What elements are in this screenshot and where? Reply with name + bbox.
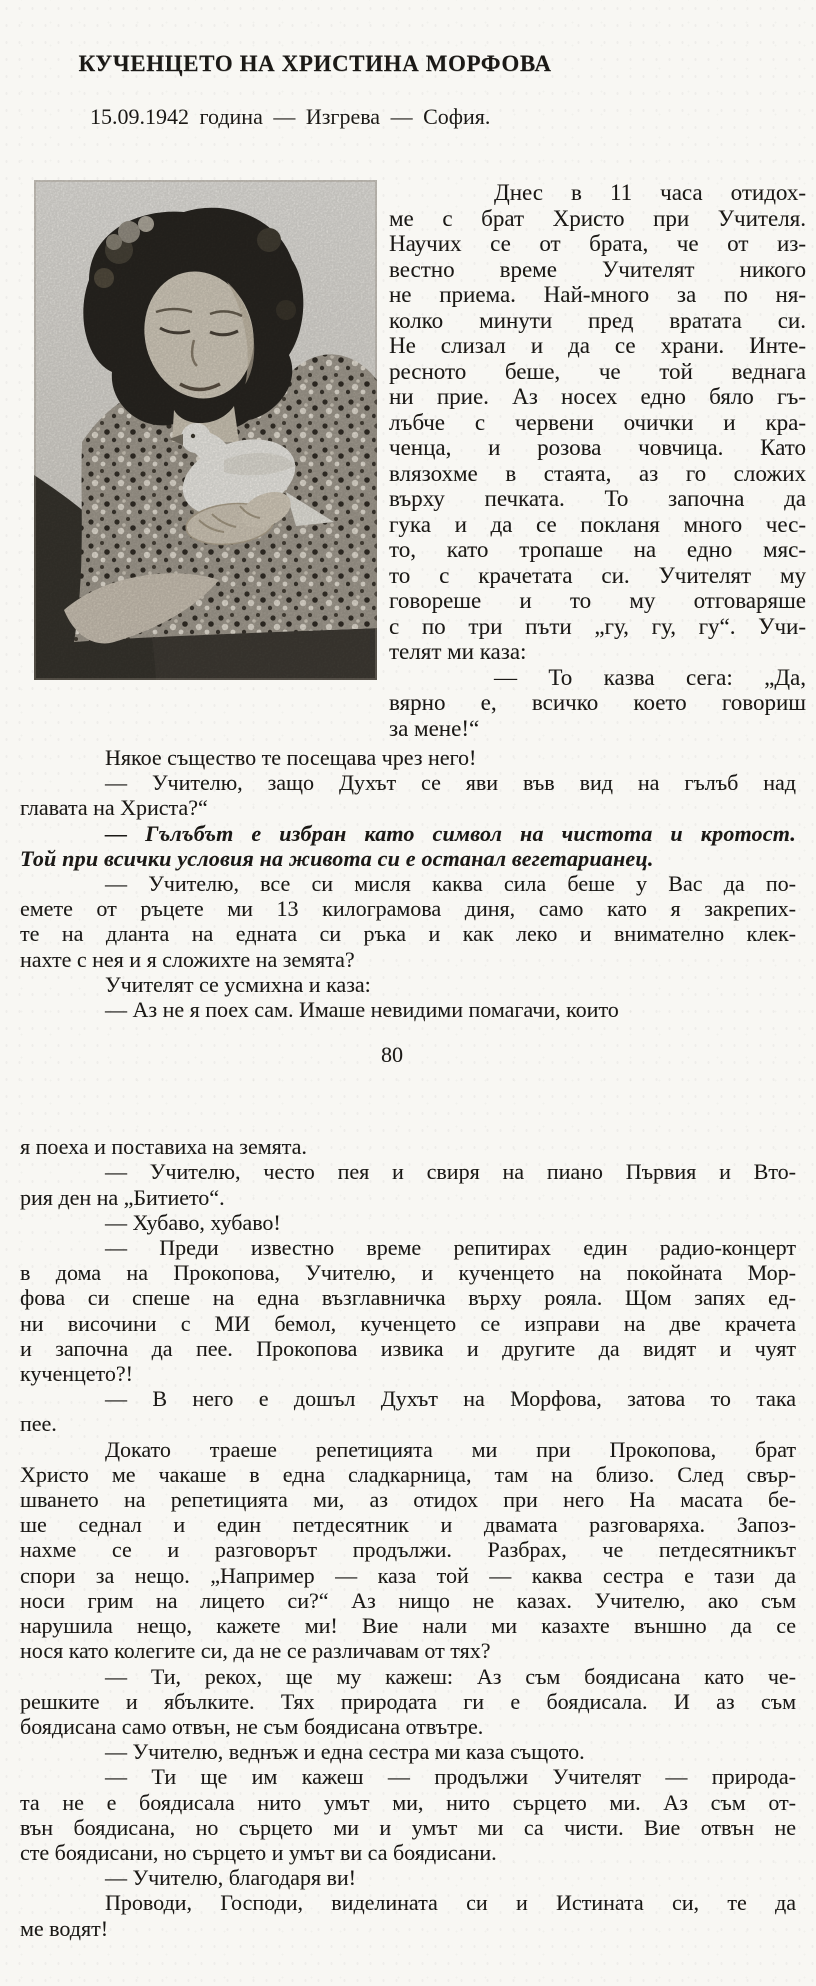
text-line: — Хубаво, хубаво! bbox=[105, 1209, 281, 1235]
text-line: Днес в 11 часа отидох- bbox=[494, 180, 806, 205]
text-line: вярно е, всичко което говориш bbox=[389, 690, 806, 715]
text-line: носи грим на лицето си?“ Аз нищо не казах. Учителю, ако съм bbox=[20, 1587, 796, 1613]
text-line: Някое същество те посещава чрез него! bbox=[105, 745, 477, 770]
text-line: нося като колегите си, да не се различавам от тях? bbox=[20, 1638, 491, 1664]
text-line: върху печката. То започна да bbox=[389, 486, 806, 511]
text-line: спори за нещо. „Например — каза той — каква сестра е тази да bbox=[20, 1562, 796, 1588]
text-line: то с крачетата си. Учителят му bbox=[389, 562, 806, 588]
paragraph bbox=[20, 1890, 796, 1940]
text-line: вън боядисана, но сърцето ми и умът ми са чисти. Вие отвън не bbox=[20, 1814, 796, 1840]
text-line: кученцето?! bbox=[20, 1361, 133, 1387]
text-line: Проводи, Господи, виделината си и Истината си, те да bbox=[105, 1890, 796, 1916]
text-line: ни прие. Аз носех едно бяло гъ- bbox=[389, 384, 806, 409]
text-line: Научих се от брата, че от из- bbox=[389, 231, 806, 256]
text-line: — Учителю, все си мисля каква сила беше у Вас да по- bbox=[105, 871, 796, 897]
text-line: Не слизал и да се храни. Инте- bbox=[389, 333, 806, 358]
paragraph bbox=[20, 1764, 796, 1865]
text-line: ресното беше, че той веднага bbox=[389, 358, 806, 384]
text-line: сте боядисани, но сърцето и умът ви са боядисани. bbox=[20, 1839, 497, 1865]
text-line: говореше и то му отговаряше bbox=[389, 588, 806, 613]
paragraph bbox=[20, 871, 796, 972]
text-line: — Ти, рекох, ще му кажеш: Аз съм боядисана като че- bbox=[105, 1663, 796, 1689]
text-line: то, като тропаше на едно мяс- bbox=[389, 537, 806, 562]
paragraph bbox=[20, 1865, 796, 1890]
paragraph bbox=[20, 821, 796, 871]
text-line: телят ми каза: bbox=[389, 639, 527, 664]
paragraph bbox=[20, 1134, 796, 1159]
text-line: ченца, и розова човчица. Като bbox=[389, 435, 806, 460]
text-line: и започна да пее. Прокопова извика и другите да видят и чуят bbox=[20, 1335, 796, 1361]
section-2-text bbox=[20, 1134, 806, 1941]
text-line: — Учителю, веднъж и една сестра ми каза същото. bbox=[105, 1739, 585, 1765]
text-line: — В него е дошъл Духът на Морфова, затова то така bbox=[105, 1386, 796, 1412]
text-line: та не е боядисала нито умът ми, нито сърцето ми. Аз съм от- bbox=[20, 1789, 796, 1815]
text-line: фова си спеше на една възглавничка върху рояла. Щом запях ед- bbox=[20, 1285, 796, 1311]
text-line: лъбче с червени очички и кра- bbox=[389, 409, 806, 435]
text-line: боядисана само отвън, не съм боядисана отвътре. bbox=[20, 1713, 484, 1739]
paragraph bbox=[20, 1235, 796, 1386]
text-line: решките и ябълките. Тях природата ги е боядисала. И аз съм bbox=[20, 1688, 796, 1714]
text-line: Христо ме чакаше в една сладкарница, там на близо. След свър- bbox=[20, 1461, 796, 1487]
text-line: — То казва сега: „Да, bbox=[494, 664, 806, 690]
text-line: те на дланта на едната си ръка и как леко и внимателно клек- bbox=[20, 921, 796, 947]
paragraph bbox=[20, 1739, 796, 1764]
photo-woman-with-dove bbox=[34, 180, 377, 680]
text-line: — Аз не я поех сам. Имаше невидими помагачи, които bbox=[105, 997, 619, 1023]
paragraph bbox=[20, 1159, 796, 1209]
paragraph bbox=[20, 745, 796, 770]
photo-illustration bbox=[34, 180, 377, 680]
text-line: в дома на Прокопова, Учителю, и кученцето на покойната Мор- bbox=[20, 1260, 796, 1286]
dateline: 15.09.1942 година — Изгрева — София. bbox=[90, 104, 491, 129]
text-line: рия ден на „Битието“. bbox=[20, 1184, 225, 1210]
text-line: ше седнал и един петдесятник и двамата разговаряха. Запоз- bbox=[20, 1512, 796, 1538]
paragraph bbox=[20, 1664, 796, 1740]
paragraph bbox=[389, 665, 806, 742]
section-1-text bbox=[20, 745, 806, 1022]
text-line: нахме се и разговорът продължи. Разбрах, че петдесятникът bbox=[20, 1537, 796, 1563]
text-line: пее. bbox=[20, 1411, 57, 1437]
paragraph bbox=[20, 1210, 796, 1235]
photo-text-row bbox=[20, 180, 806, 741]
text-line: — Преди известно време репитирах един радио-концерт bbox=[105, 1235, 796, 1261]
text-line: Учителят се усмихна и каза: bbox=[105, 971, 371, 997]
text-line: Докато траеше репетицията ми при Прокопова, брат bbox=[105, 1436, 796, 1462]
text-line: — Учителю, благодаря ви! bbox=[105, 1865, 357, 1891]
text-line: нахте с нея и я сложихте на земята? bbox=[20, 946, 355, 972]
photo-grain bbox=[34, 180, 377, 680]
text-line: — Ти ще им кажеш — продължи Учителят — природа- bbox=[105, 1764, 796, 1790]
text-line: главата на Христа?“ bbox=[20, 795, 208, 821]
text-line: ме с брат Христо при Учителя. bbox=[389, 205, 806, 231]
text-line: нарушила нещо, кажете ми! Вие нали ми казахте външно да се bbox=[20, 1613, 796, 1639]
text-line: я поеха и поставиха на земята. bbox=[20, 1134, 307, 1160]
text-line: — Учителю, защо Духът се яви във вид на гълъб над bbox=[105, 770, 796, 796]
text-line: Той при всички условия на живота си е останал вегетарианец. bbox=[20, 845, 654, 871]
wrapped-text-column bbox=[389, 180, 806, 741]
text-line: ме водят! bbox=[20, 1915, 109, 1941]
text-line: ни височини с МИ бемол, кученцето се изправи на две крачета bbox=[20, 1310, 796, 1336]
page-number: 80 bbox=[381, 1042, 403, 1068]
paragraph bbox=[20, 1437, 796, 1664]
text-line: за мене!“ bbox=[389, 715, 480, 741]
text-line: влязохме в стаята, аз го сложих bbox=[389, 460, 806, 486]
text-line: не приема. Най-много за по ня- bbox=[389, 282, 806, 307]
text-line: — Гълъбът е избран като символ на чистота и кротост. bbox=[105, 820, 796, 846]
text-line: колко минути пред вратата си. bbox=[389, 307, 806, 333]
text-line: с по три пъти „гу, гу, гу“. Учи- bbox=[389, 613, 806, 639]
page-title: КУЧЕНЦЕТО НА ХРИСТИНА МОРФОВА bbox=[78, 51, 552, 76]
text-line: шването на репетицията ми, аз отидох при него На масата бе- bbox=[20, 1487, 796, 1513]
paragraph bbox=[20, 770, 796, 820]
text-line: гука и да се покланя много чес- bbox=[389, 511, 806, 537]
paragraph bbox=[20, 1386, 796, 1436]
text-line: вестно време Учителят никого bbox=[389, 256, 806, 282]
text-line: емете от ръцете ми 13 килограмова диня, само като я закрепих- bbox=[20, 896, 796, 922]
text-line: — Учителю, често пея и свиря на пиано Първия и Вто- bbox=[105, 1159, 796, 1185]
paragraph bbox=[20, 972, 796, 997]
paragraph bbox=[20, 997, 796, 1022]
paragraph bbox=[389, 180, 806, 665]
